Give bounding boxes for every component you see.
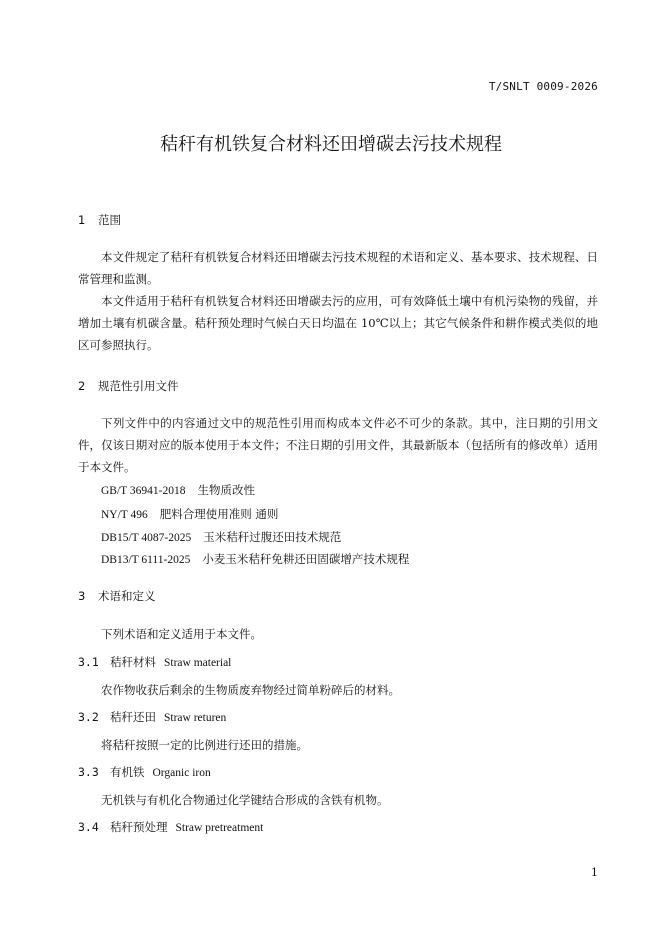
term-english: Straw material	[164, 657, 232, 669]
reference-item	[101, 551, 409, 567]
term-3-3-heading	[78, 764, 211, 780]
reference-code: DB13/T 6111-2025	[101, 554, 191, 566]
section-1-heading	[78, 212, 121, 228]
terms-intro: 下列术语和定义适用于本文件。	[101, 627, 262, 641]
scope-paragraph-2: 本文件适用于秸秆有机铁复合材料还田增碳去污的应用，可有效降低土壤中有机污染物的残留，并增加土壤有机碳含量。秸秆预处理时气候白天日均温在 10℃以上；其它气候条件和耕作模式类似的地区可参照执行。	[78, 294, 598, 352]
section-title: 范围	[98, 213, 121, 227]
page-number: 1	[591, 866, 598, 879]
term-3-4-heading	[78, 819, 263, 835]
normative-references-paragraph: 下列文件中的内容通过文中的规范性引用而构成本文件必不可少的条款。其中，注日期的引用文件，仅该日期对应的版本使用于本文件；不注日期的引用文件，其最新版本（包括所有的修改单）适用于本文件。	[78, 416, 598, 474]
term-number: 3.2	[78, 710, 99, 724]
term-definition: 将秸秆按照一定的比例进行还田的措施。	[101, 738, 308, 752]
term-definition: 农作物收获后剩余的生物质废弃物经过简单粉碎后的材料。	[101, 683, 400, 697]
reference-item	[101, 529, 341, 545]
reference-item	[101, 482, 255, 498]
reference-code: NY/T 496	[101, 509, 148, 521]
section-number: 1	[78, 213, 86, 227]
reference-title: 肥料合理使用准则 通则	[159, 507, 279, 521]
section-title: 规范性引用文件	[98, 379, 179, 393]
reference-item	[101, 506, 278, 522]
term-name: 秸秆材料	[110, 655, 156, 669]
reference-code: DB15/T 4087-2025	[101, 532, 192, 544]
section-number: 2	[78, 379, 86, 393]
term-english: Straw pretreatment	[175, 822, 264, 834]
term-3-2-heading	[78, 709, 226, 725]
term-name: 秸秆预处理	[110, 820, 168, 834]
term-english: Organic iron	[152, 767, 211, 779]
term-name: 有机铁	[110, 765, 145, 779]
term-number: 3.1	[78, 655, 99, 669]
standard-code: T/SNLT 0009-2026	[488, 80, 598, 93]
section-2-heading	[78, 378, 179, 394]
term-name: 秸秆还田	[110, 710, 156, 724]
reference-code: GB/T 36941-2018	[101, 485, 186, 497]
term-english: Straw returen	[164, 712, 227, 724]
reference-title: 小麦玉米秸秆免耕还田固碳增产技术规程	[202, 552, 410, 566]
section-number: 3	[78, 589, 86, 603]
reference-title: 玉米秸秆过腹还田技术规范	[203, 530, 342, 544]
term-3-1-heading	[78, 654, 231, 670]
section-3-heading	[78, 588, 156, 604]
term-number: 3.3	[78, 765, 99, 779]
scope-paragraph-1: 本文件规定了秸秆有机铁复合材料还田增碳去污技术规程的术语和定义、基本要求、技术规程、日常管理和监测。	[78, 250, 598, 286]
term-definition: 无机铁与有机化合物通过化学键结合形成的含铁有机物。	[101, 793, 389, 807]
document-title: 秸秆有机铁复合材料还田增碳去污技术规程	[160, 134, 502, 155]
term-number: 3.4	[78, 820, 99, 834]
section-title: 术语和定义	[98, 589, 156, 603]
reference-title: 生物质改性	[197, 483, 255, 497]
